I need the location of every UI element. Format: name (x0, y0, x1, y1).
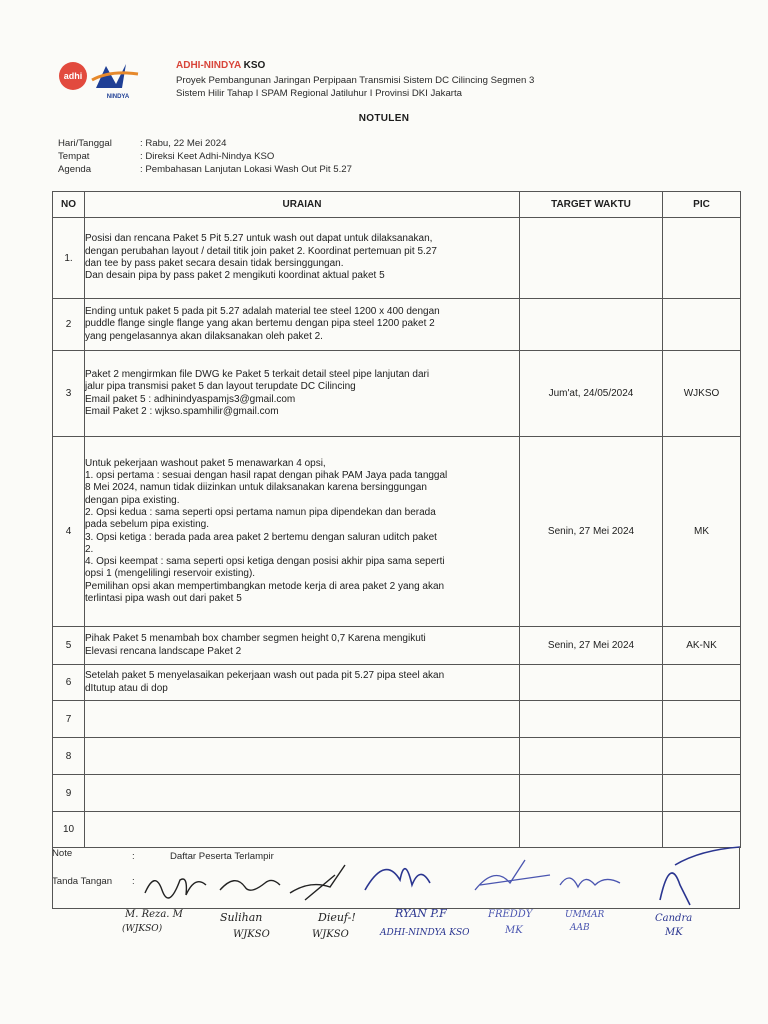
row-no: 9 (53, 775, 85, 812)
row-pic (663, 299, 741, 351)
header-uraian: URAIAN (85, 192, 520, 218)
document-title: NOTULEN (358, 113, 410, 124)
meta-date: Hari/Tanggal : Rabu, 22 Mei 2024 (58, 138, 227, 149)
table-header-row (53, 192, 741, 218)
row-target (520, 299, 663, 351)
row-no: 8 (53, 738, 85, 775)
row-target (520, 218, 663, 299)
signature-5-org: MK (505, 925, 523, 936)
table-row (53, 351, 741, 437)
row-uraian (85, 812, 520, 848)
table-row (53, 665, 741, 701)
project-line-1: Proyek Pembangunan Jaringan Perpipaan Transmisi Sistem DC Cilincing Segmen 3 (176, 75, 535, 86)
row-target (520, 701, 663, 738)
row-uraian: Pihak Paket 5 menambah box chamber segmen height 0,7 Karena mengikuti Elevasi rencana landscape Paket 2 (85, 627, 520, 665)
table-row (53, 738, 741, 775)
row-target (520, 665, 663, 701)
row-uraian: Posisi dan rencana Paket 5 Pit 5.27 untuk wash out dapat untuk dilaksanakan, dengan perubahan layout / detail titik join paket 2. Koordinat pertemuan pit 5.27 dan tee by pass paket secara desain tidak bersinggungan. Dan desain pipa by pass paket 2 mengikuti koordinat aktual paket 5 (85, 218, 520, 299)
row-uraian: Setelah paket 5 menyelasaikan pekerjaan wash out pada pit 5.27 pipa steel akan dItutup atau di dop (85, 665, 520, 701)
header-no: NO (53, 192, 85, 218)
row-no: 3 (53, 351, 85, 437)
company-logos (58, 60, 144, 102)
row-uraian (85, 701, 520, 738)
row-no: 5 (53, 627, 85, 665)
table-row (53, 627, 741, 665)
signature-5-name: FREDDY (488, 909, 533, 920)
sign-colon: : (132, 876, 135, 887)
signature-3-org: WJKSO (312, 929, 349, 940)
row-uraian (85, 738, 520, 775)
row-uraian: Paket 2 mengirmkan file DWG ke Paket 5 terkait detail steel pipe lanjutan dari jalur pipa transmisi paket 5 dan layout terupdate DC Cilincing Email paket 5 : adhinindyaspamjs3@gmail.com Email Paket 2 : wjkso.spamhilir@gmail.com (85, 351, 520, 437)
note-value: Daftar Peserta Terlampir (170, 851, 274, 862)
minutes-table (52, 191, 741, 848)
table-row (53, 812, 741, 848)
signature-2-org: WJKSO (233, 929, 270, 940)
note-colon: : (132, 851, 135, 862)
note-label: Note (52, 848, 73, 859)
signature-7-org: MK (665, 927, 683, 938)
table-row (53, 701, 741, 738)
signature-4-org: ADHI-NINDYA KSO (380, 928, 470, 938)
header-pic: PIC (663, 192, 741, 218)
row-uraian: Ending untuk paket 5 pada pit 5.27 adalah material tee steel 1200 x 400 dengan puddle flange single flange yang akan bertemu dengan pipa steel 1200 paket 2 yang pengelasannya akan dilaksanakan oleh paket 2. (85, 299, 520, 351)
row-no: 6 (53, 665, 85, 701)
signature-1-org: (WJKSO) (122, 924, 163, 934)
table-row (53, 218, 741, 299)
row-no: 4 (53, 437, 85, 627)
row-pic: WJKSO (663, 351, 741, 437)
row-uraian: Untuk pekerjaan washout paket 5 menawarkan 4 opsi, 1. opsi pertama : sesuai dengan hasil rapat dengan pihak PAM Jaya pada tanggal 8 Mei 2024, namun tidak diizinkan untuk dilaksanakan karena bersinggungan dengan pipa existing. 2. Opsi kedua : sama seperti opsi pertama namun pipa dipendekan dan berada pada sebelum pipa existing. 3. Opsi ketiga : berada pada area paket 2 bertemu dengan saluran uditch paket 2. 4. Opsi keempat : sama seperti opsi ketiga dengan posisi akhir pipa sama seperti opsi 1 (mengelilingi reservoir existing). Pemilihan opsi akan mempertimbangkan metode kerja di area paket 2 yang akan terlintasi pipa wash out dari paket 5 (85, 437, 520, 627)
row-target: Senin, 27 Mei 2024 (520, 437, 663, 627)
adhi-logo-text: adhi (63, 71, 83, 81)
company-name: ADHI-NINDYA KSO (176, 60, 266, 71)
row-pic (663, 775, 741, 812)
row-target (520, 738, 663, 775)
row-no: 10 (53, 812, 85, 848)
row-target (520, 775, 663, 812)
row-no: 1. (53, 218, 85, 299)
table-row (53, 437, 741, 627)
header-target: TARGET WAKTU (520, 192, 663, 218)
row-no: 2 (53, 299, 85, 351)
footer-box (52, 847, 740, 909)
nindya-logo-text: NINDYA (106, 94, 130, 100)
signature-1-name: M. Reza. M (125, 909, 183, 920)
row-pic (663, 218, 741, 299)
row-pic (663, 665, 741, 701)
meta-agenda: Agenda : Pembahasan Lanjutan Lokasi Wash Out Pit 5.27 (58, 164, 352, 175)
row-no: 7 (53, 701, 85, 738)
row-pic (663, 812, 741, 848)
project-line-2: Sistem Hilir Tahap I SPAM Regional Jatiluhur I Provinsi DKI Jakarta (176, 88, 462, 99)
table-row (53, 775, 741, 812)
meta-place: Tempat : Direksi Keet Adhi-Nindya KSO (58, 151, 275, 162)
signature-2-name: Sulihan (220, 911, 263, 924)
table-row (53, 299, 741, 351)
signature-3-name: Dieuf-! (318, 911, 356, 924)
signature-6-org: AAB (570, 923, 590, 933)
row-pic: MK (663, 437, 741, 627)
signature-6-name: UMMAR (565, 910, 605, 920)
signature-4-name: RYAN P.F (395, 907, 447, 920)
signature-7-name: Candra (655, 913, 693, 924)
row-pic (663, 701, 741, 738)
row-pic (663, 738, 741, 775)
row-target: Jum'at, 24/05/2024 (520, 351, 663, 437)
sign-label: Tanda Tangan (52, 876, 113, 887)
row-target (520, 812, 663, 848)
row-pic: AK-NK (663, 627, 741, 665)
row-target: Senin, 27 Mei 2024 (520, 627, 663, 665)
row-uraian (85, 775, 520, 812)
